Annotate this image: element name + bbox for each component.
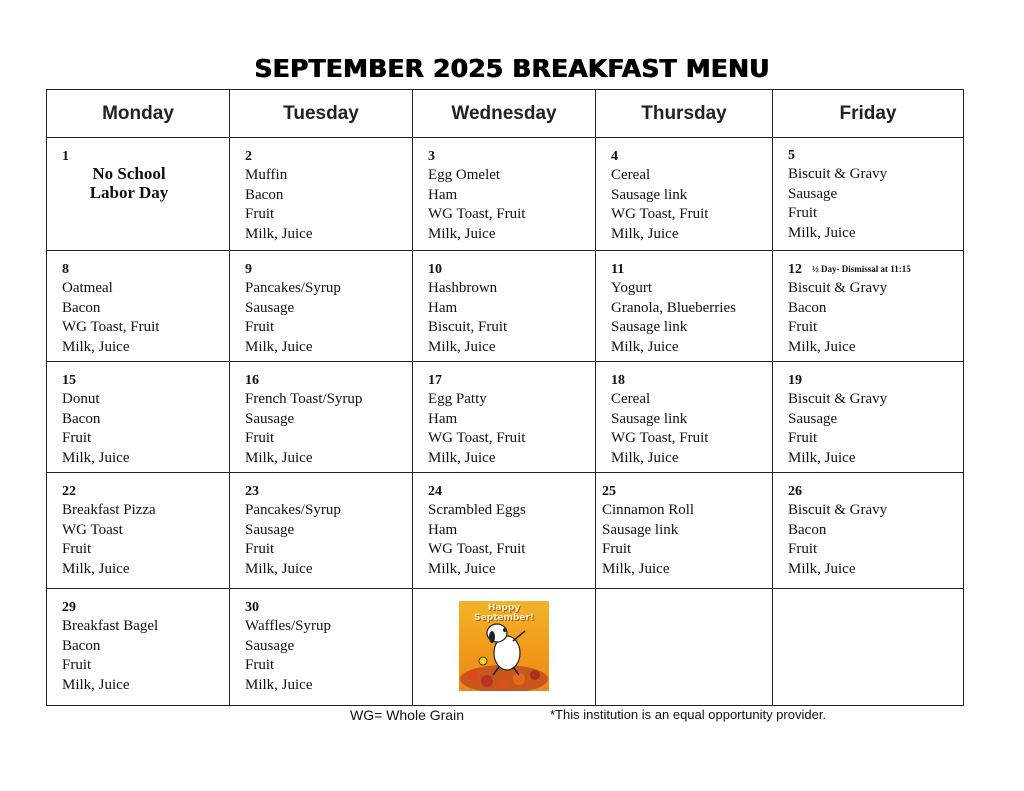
day-cell-4	[596, 138, 773, 251]
menu-item: Sausage	[245, 521, 295, 538]
menu-item: Milk, Juice	[245, 449, 313, 466]
day-cell-10	[413, 251, 596, 362]
day-cell-22	[47, 473, 230, 589]
week-row-5	[47, 589, 964, 706]
menu-item: Fruit	[788, 430, 818, 447]
day-cell-2	[230, 138, 413, 251]
menu-item: Sausage	[245, 410, 295, 427]
day-cell-11	[596, 251, 773, 362]
day-number: 30	[245, 600, 259, 615]
menu-item: Bacon	[62, 299, 101, 316]
week-row-1	[47, 138, 964, 251]
day-cell-3	[413, 138, 596, 251]
menu-item: Sausage	[788, 185, 838, 202]
day-cell-9	[230, 251, 413, 362]
menu-item: WG Toast, Fruit	[611, 206, 709, 223]
menu-item: Sausage link	[611, 319, 688, 336]
day-number: 29	[62, 600, 76, 615]
menu-item: Fruit	[602, 541, 632, 558]
menu-item: Milk, Juice	[428, 338, 496, 355]
menu-item: Milk, Juice	[245, 338, 313, 355]
holiday-label: Labor Day	[89, 183, 169, 203]
day-number-value: 12	[788, 262, 802, 277]
header-monday: Monday	[47, 90, 230, 138]
menu-item: Ham	[428, 410, 458, 427]
day-number: 1	[62, 149, 69, 164]
menu-item: Sausage	[245, 299, 295, 316]
header-friday: Friday	[773, 90, 964, 138]
day-number: 17	[428, 373, 442, 388]
holiday-label: No School	[92, 164, 166, 184]
day-number: 18	[611, 373, 625, 388]
menu-item: Biscuit, Fruit	[428, 319, 508, 336]
menu-item: Pancakes/Syrup	[245, 280, 341, 297]
empty-cell	[773, 589, 964, 706]
menu-item: Egg Omelet	[428, 167, 501, 184]
menu-item: WG Toast, Fruit	[428, 541, 526, 558]
happy-september-cell	[413, 589, 596, 706]
menu-item: Fruit	[62, 541, 92, 558]
day-cell-15	[47, 362, 230, 473]
menu-item: WG Toast, Fruit	[62, 319, 160, 336]
menu-item: Milk, Juice	[788, 449, 856, 466]
menu-item: Breakfast Bagel	[62, 618, 159, 635]
week-row-2	[47, 251, 964, 362]
menu-item: Fruit	[62, 657, 92, 674]
menu-item: Milk, Juice	[611, 225, 679, 242]
day-number	[788, 260, 963, 279]
menu-item: Oatmeal	[62, 280, 113, 297]
menu-item: Granola, Blueberries	[611, 299, 736, 316]
day-cell-19	[773, 362, 964, 473]
menu-item: Milk, Juice	[428, 449, 496, 466]
menu-item: WG Toast, Fruit	[428, 206, 526, 223]
day-cell-17	[413, 362, 596, 473]
menu-item: Milk, Juice	[788, 338, 856, 355]
menu-item: Biscuit & Gravy	[788, 391, 888, 408]
menu-item: Milk, Juice	[62, 560, 130, 577]
day-cell-24	[413, 473, 596, 589]
menu-item: Biscuit & Gravy	[788, 502, 888, 519]
menu-item: Milk, Juice	[245, 225, 313, 242]
menu-item: Scrambled Eggs	[428, 502, 526, 519]
menu-item: Pancakes/Syrup	[245, 502, 341, 519]
day-cell-23	[230, 473, 413, 589]
menu-item: Milk, Juice	[245, 676, 313, 693]
menu-item: Sausage link	[611, 186, 688, 203]
day-number: 24	[428, 484, 442, 499]
day-number: 5	[788, 148, 795, 163]
menu-item: Donut	[62, 391, 100, 408]
menu-item: Fruit	[245, 430, 275, 447]
menu-item: Sausage	[245, 637, 295, 654]
day-cell-18	[596, 362, 773, 473]
day-number: 9	[245, 262, 252, 277]
menu-item: Breakfast Pizza	[62, 502, 156, 519]
weekday-header-row	[47, 90, 964, 138]
day-number: 15	[62, 373, 76, 388]
day-number: 8	[62, 262, 69, 277]
menu-item: Cinnamon Roll	[602, 502, 695, 519]
menu-item: Ham	[428, 299, 458, 316]
menu-item: Biscuit & Gravy	[788, 280, 888, 297]
menu-item: Cereal	[611, 167, 651, 184]
day-cell-8	[47, 251, 230, 362]
menu-item: Fruit	[245, 319, 275, 336]
day-number: 25	[602, 484, 616, 499]
whole-grain-legend: WG= Whole Grain	[350, 707, 464, 723]
menu-item: WG Toast, Fruit	[611, 430, 709, 447]
menu-item: Fruit	[245, 541, 275, 558]
menu-item: Bacon	[788, 521, 827, 538]
header-thursday: Thursday	[596, 90, 773, 138]
menu-item: Fruit	[788, 319, 818, 336]
menu-item: Milk, Juice	[428, 560, 496, 577]
menu-item: Sausage	[788, 410, 838, 427]
menu-item: Waffles/Syrup	[245, 618, 332, 635]
menu-item: Milk, Juice	[611, 449, 679, 466]
day-cell-12	[773, 251, 964, 362]
menu-item: Milk, Juice	[62, 449, 130, 466]
header-tuesday: Tuesday	[230, 90, 413, 138]
menu-item: Ham	[428, 521, 458, 538]
day-number: 3	[428, 149, 435, 164]
day-cell-5	[773, 138, 964, 251]
menu-item: Bacon	[62, 410, 101, 427]
header-wednesday: Wednesday	[413, 90, 596, 138]
day-cell-16	[230, 362, 413, 473]
day-number: 16	[245, 373, 259, 388]
day-cell-1	[47, 138, 230, 251]
menu-item: WG Toast, Fruit	[428, 430, 526, 447]
week-row-4	[47, 473, 964, 589]
menu-item: Milk, Juice	[788, 560, 856, 577]
half-day-note: ½ Day- Dismissal at 11:15	[812, 264, 911, 274]
menu-item: Milk, Juice	[602, 560, 670, 577]
day-cell-26	[773, 473, 964, 589]
menu-item: Milk, Juice	[245, 560, 313, 577]
day-number: 22	[62, 484, 76, 499]
day-number: 2	[245, 149, 252, 164]
menu-item: Fruit	[788, 205, 818, 222]
menu-title: SEPTEMBER 2025 BREAKFAST MENU	[254, 54, 770, 83]
happy-september-banner: Happy September!	[474, 602, 534, 623]
day-cell-29	[47, 589, 230, 706]
day-cell-30	[230, 589, 413, 706]
menu-item: Milk, Juice	[62, 676, 130, 693]
breakfast-menu-table	[46, 89, 964, 706]
day-number: 19	[788, 373, 802, 388]
menu-item: Hashbrown	[428, 280, 498, 297]
menu-item: Bacon	[788, 299, 827, 316]
menu-item: Egg Patty	[428, 391, 487, 408]
equal-opportunity-disclaimer: *This institution is an equal opportunity provider.	[550, 707, 827, 722]
menu-item: Milk, Juice	[428, 225, 496, 242]
day-number: 23	[245, 484, 259, 499]
menu-item: Sausage link	[602, 521, 679, 538]
menu-item: Fruit	[788, 541, 818, 558]
menu-item: Cereal	[611, 391, 651, 408]
day-number: 11	[611, 262, 625, 277]
menu-item: Bacon	[62, 637, 101, 654]
menu-item: Fruit	[245, 206, 275, 223]
menu-item: Biscuit & Gravy	[788, 166, 888, 183]
menu-item: Muffin	[245, 167, 288, 184]
day-number: 4	[611, 149, 618, 164]
menu-item: Fruit	[62, 430, 92, 447]
menu-item: Bacon	[245, 186, 284, 203]
menu-item: Milk, Juice	[611, 338, 679, 355]
menu-item: Milk, Juice	[788, 224, 856, 241]
day-cell-25	[596, 473, 773, 589]
snoopy-leaves-icon	[459, 601, 549, 691]
day-number: 10	[428, 262, 442, 277]
empty-cell	[596, 589, 773, 706]
menu-item: Fruit	[245, 657, 275, 674]
menu-item: Milk, Juice	[62, 338, 130, 355]
day-number: 26	[788, 484, 802, 499]
happy-september-image	[459, 601, 549, 691]
menu-item: WG Toast	[62, 521, 123, 538]
menu-item: French Toast/Syrup	[245, 391, 363, 408]
menu-item: Sausage link	[611, 410, 688, 427]
week-row-3	[47, 362, 964, 473]
menu-item: Ham	[428, 186, 458, 203]
menu-item: Yogurt	[611, 280, 652, 297]
